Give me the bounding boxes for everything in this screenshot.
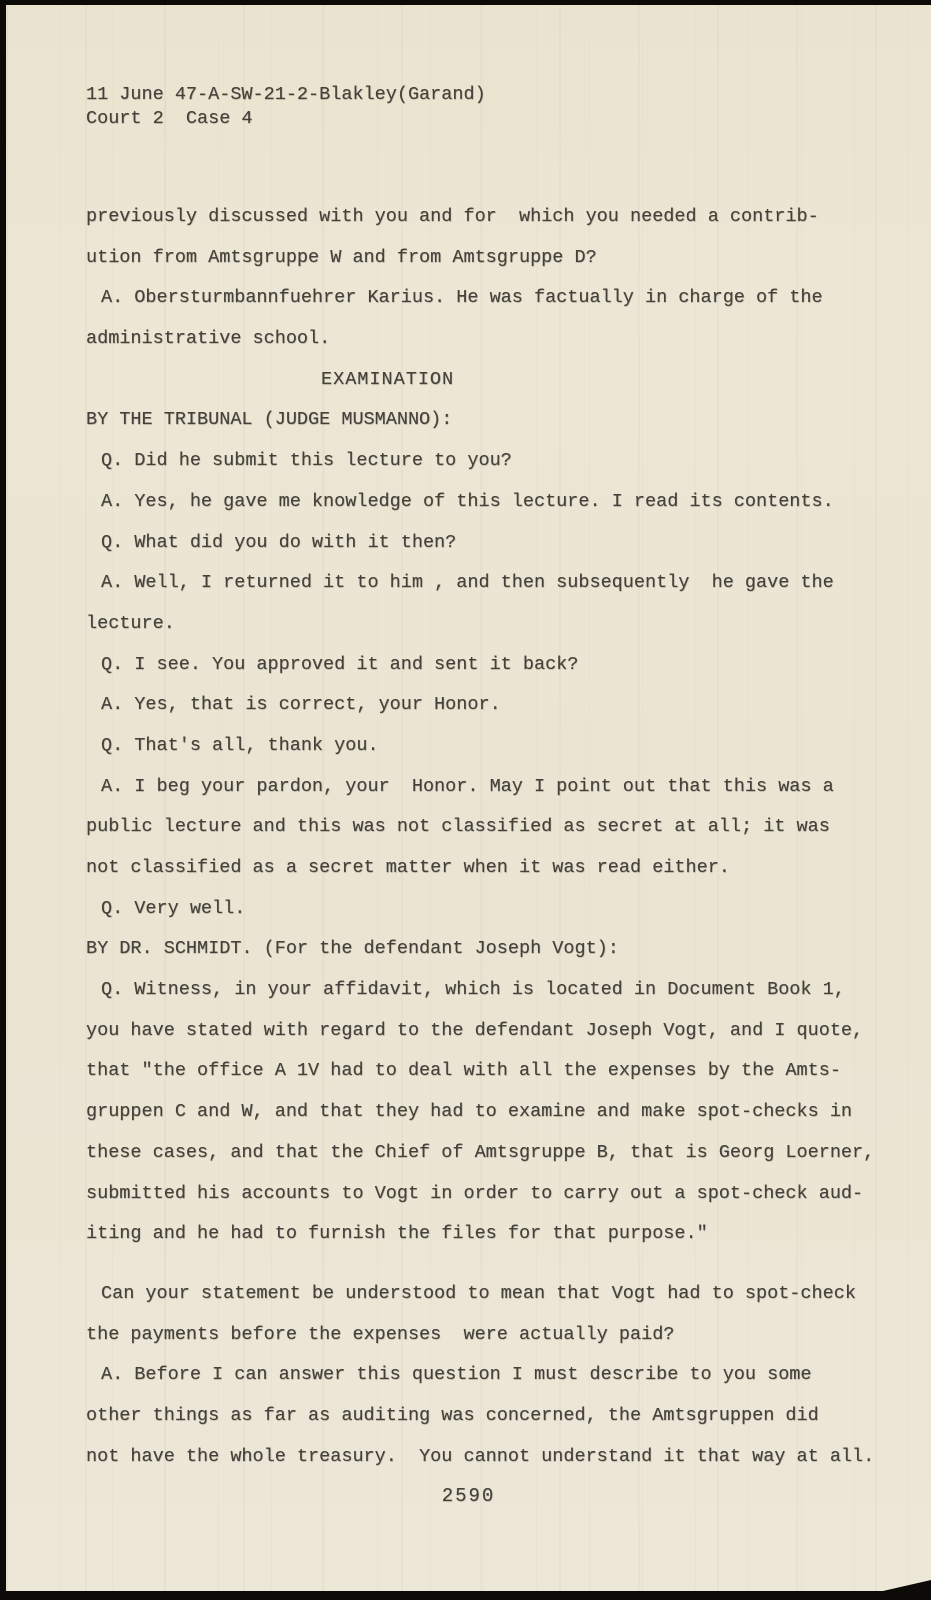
transcript-line: Can your statement be understood to mean that Vogt had to spot-check (101, 1282, 856, 1304)
transcript-line: gruppen C and W, and that they had to examine and make spot-checks in (86, 1101, 853, 1123)
header-case-reference: 11 June 47-A-SW-21-2-Blakley(Garand) (86, 84, 486, 105)
page-header (86, 83, 486, 130)
transcript-line: these cases, and that the Chief of Amtsgruppe B, that is Georg Loerner, (86, 1141, 875, 1163)
transcript-line: not have the whole treasury. You cannot understand it that way at all. (86, 1445, 875, 1467)
page-number-row (6, 1485, 931, 1507)
transcript-line: the payments before the expenses were actually paid? (86, 1323, 675, 1345)
transcript-line: public lecture and this was not classified as secret at all; it was (86, 816, 830, 838)
transcript-line: BY THE TRIBUNAL (JUDGE MUSMANNO): (86, 409, 453, 431)
transcript-line: BY DR. SCHMIDT. (For the defendant Joseph Vogt): (86, 938, 619, 960)
transcript-line: iting and he had to furnish the files for that purpose." (86, 1223, 708, 1245)
transcript-line: A. Yes, that is correct, your Honor. (101, 694, 501, 716)
transcript-line: A. I beg your pardon, your Honor. May I point out that this was a (101, 775, 834, 797)
transcript-line: Q. I see. You approved it and sent it back? (101, 653, 579, 675)
transcript-line: A. Before I can answer this question I must describe to you some (101, 1364, 812, 1386)
transcript-line: administrative school. (86, 328, 331, 350)
transcript-line: not classified as a secret matter when it was read either. (86, 857, 730, 878)
transcript-line: A. Obersturmbannfuehrer Karius. He was factually in charge of the (101, 287, 823, 309)
transcript-line: lecture. (86, 612, 175, 634)
transcript-line: Q. Did he submit this lecture to you? (101, 450, 512, 472)
header-court-case: Court 2 Case 4 (86, 107, 253, 129)
transcript-line: submitted his accounts to Vogt in order to carry out a spot-check aud- (86, 1182, 864, 1204)
transcript-line: EXAMINATION (321, 368, 455, 390)
transcript-line: A. Well, I returned it to him , and then subsequently he gave the (101, 572, 834, 594)
paper-corner-cut (883, 1580, 931, 1591)
scan-edge-top (0, 0, 442, 4)
transcript-line: Q. Witness, in your affidavit, which is located in Document Book 1, (101, 979, 845, 1001)
transcript-line: previously discussed with you and for which you needed a contrib- (86, 206, 819, 227)
transcript-line: you have stated with regard to the defendant Joseph Vogt, and I quote, (86, 1019, 864, 1041)
transcript-lines (86, 197, 929, 1477)
transcript-line: Q. That's all, thank you. (101, 734, 379, 756)
transcript-line: other things as far as auditing was concerned, the Amtsgruppen did (86, 1404, 819, 1426)
transcript-line: Q. Very well. (101, 897, 246, 919)
transcript-page (6, 5, 931, 1591)
transcript-line: ution from Amtsgruppe W and from Amtsgruppe D? (86, 246, 597, 268)
transcript-line: that "the office A 1V had to deal with all the expenses by the Amts- (86, 1060, 841, 1082)
page-number: 2590 (441, 1485, 496, 1507)
transcript-line: Q. What did you do with it then? (101, 531, 457, 553)
transcript-line: A. Yes, he gave me knowledge of this lecture. I read its contents. (101, 490, 834, 512)
